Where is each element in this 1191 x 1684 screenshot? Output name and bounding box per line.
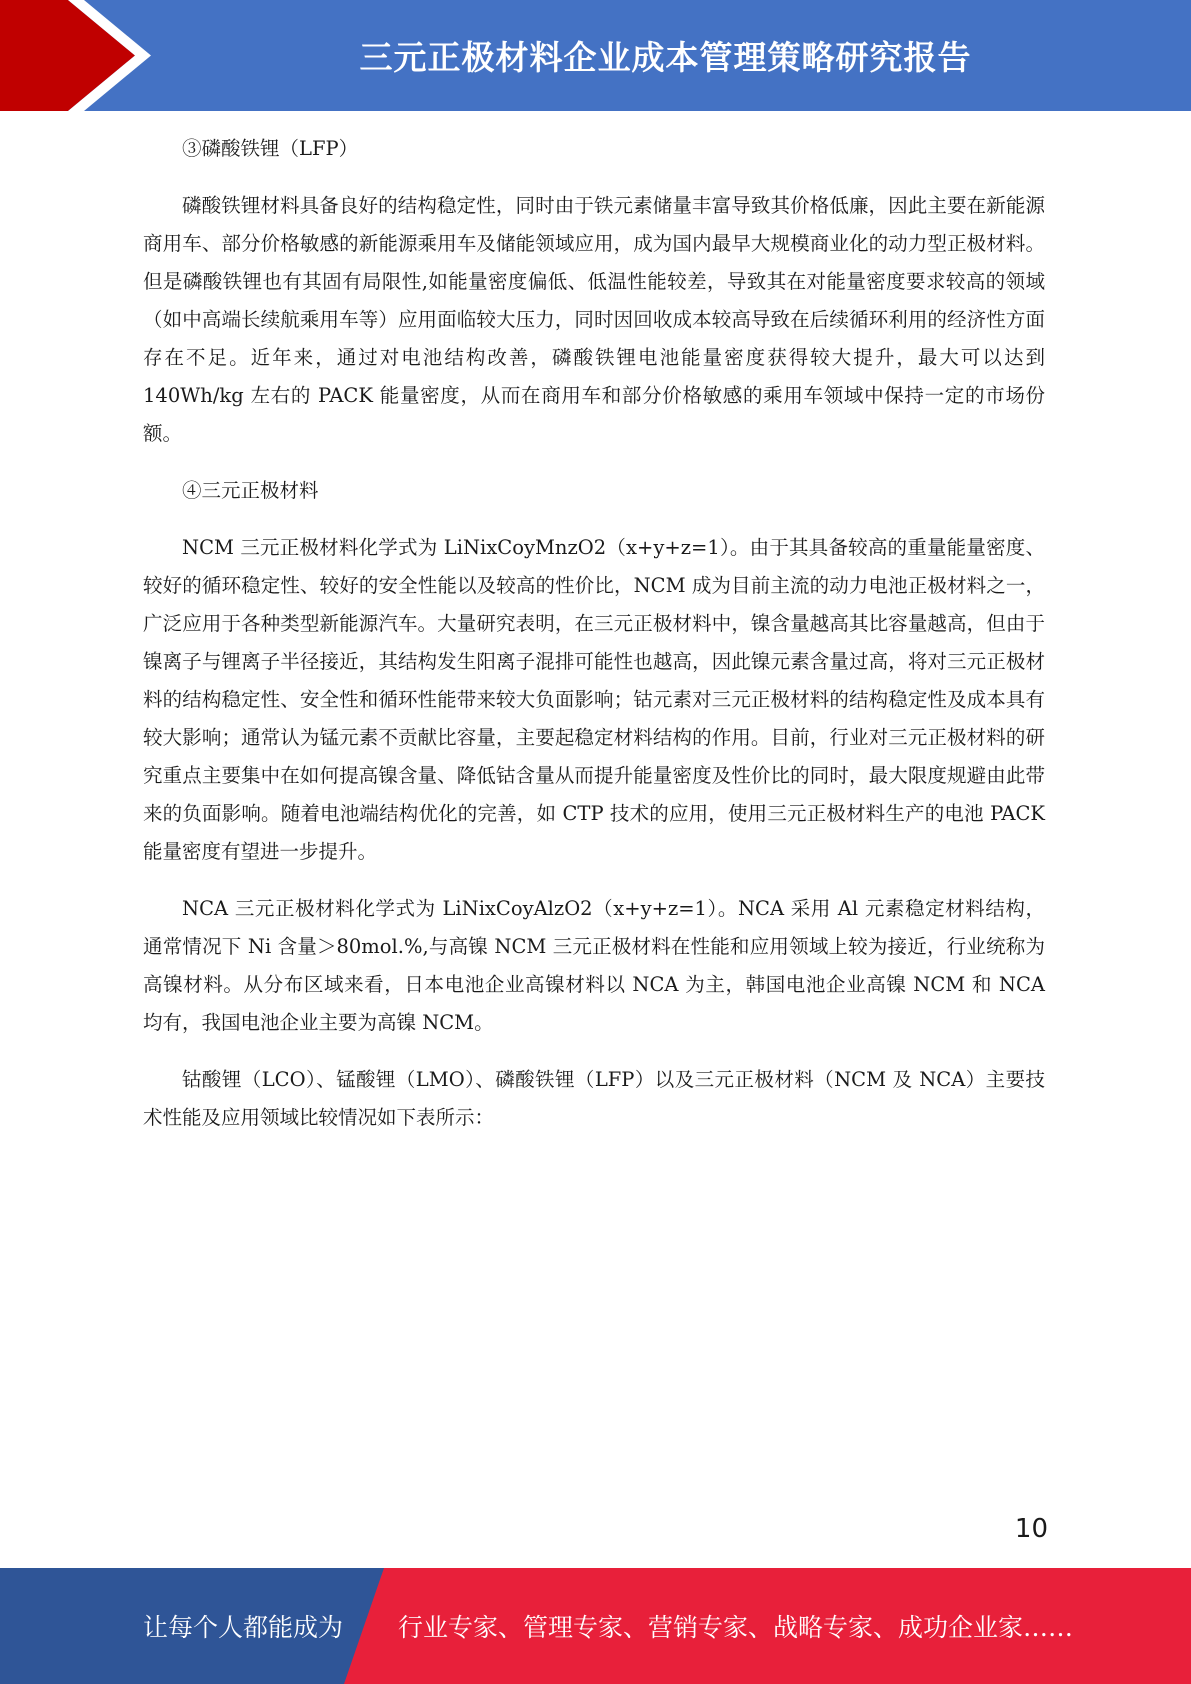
page-number: 10	[1014, 1514, 1048, 1544]
footer-slogan-right: 行业专家、管理专家、营销专家、战略专家、成功企业家……	[398, 1613, 1074, 1642]
section-heading-ternary: ④三元正极材料	[182, 479, 319, 502]
paragraph-comparison: 钴酸锂（LCO）、锰酸锂（LMO）、磷酸铁锂（LFP）以及三元正极材料（NCM 及 NCA）主要技术性能及应用领域比较情况如下表所示：	[143, 1068, 1045, 1129]
paragraph-lfp: 磷酸铁锂材料具备良好的结构稳定性，同时由于铁元素储量丰富导致其价格低廉，因此主要在新能源商用车、部分价格敏感的新能源乘用车及储能领域应用，成为国内最早大规模商业化的动力型正极材料。但是磷酸铁锂也有其固有局限性,如能量密度偏低、低温性能较差，导致其在对能量密度要求较高的领域（如中高端长续航乘用车等）应用面临较大压力，同时因回收成本较高导致在后续循环利用的经济性方面存在不足。近年来，通过对电池结构改善，磷酸铁锂电池能量密度获得较大提升，最大可以达到 140Wh/kg 左右的 PACK 能量密度，从而在商用车和部分价格敏感的乘用车领域中保持一定的市场份额。	[143, 194, 1045, 445]
chevron-logo-icon	[0, 0, 160, 111]
document-body	[143, 130, 1045, 1156]
page-header	[0, 0, 1191, 111]
section-heading-lfp: ③磷酸铁锂（LFP）	[182, 137, 359, 160]
paragraph-ncm: NCM 三元正极材料化学式为 LiNixCoyMnzO2（x+y+z=1）。由于其具备较高的重量能量密度、较好的循环稳定性、较好的安全性能以及较高的性价比，NCM 成为目前主流的动力电池正极材料之一，广泛应用于各种类型新能源汽车。大量研究表明，在三元正极材料中，镍含量越高其比容量越高，但由于镍离子与锂离子半径接近，其结构发生阳离子混排可能性也越高，因此镍元素含量过高，将对三元正极材料的结构稳定性、安全性和循环性能带来较大负面影响；钴元素对三元正极材料的结构稳定性及成本具有较大影响；通常认为锰元素不贡献比容量，主要起稳定材料结构的作用。目前，行业对三元正极材料的研究重点主要集中在如何提高镍含量、降低钴含量从而提升能量密度及性价比的同时，最大限度规避由此带来的负面影响。随着电池端结构优化的完善，如 CTP 技术的应用，使用三元正极材料生产的电池 PACK 能量密度有望进一步提升。	[143, 536, 1045, 863]
paragraph-nca: NCA 三元正极材料化学式为 LiNixCoyAlzO2（x+y+z=1）。NCA 采用 Al 元素稳定材料结构，通常情况下 Ni 含量＞80mol.%,与高镍 NCM 三元正极材料在性能和应用领域上较为接近，行业统称为高镍材料。从分布区域来看，日本电池企业高镍材料以 NCA 为主，韩国电池企业高镍 NCM 和 NCA 均有，我国电池企业主要为高镍 NCM。	[143, 897, 1045, 1034]
footer-slogan-left: 让每个人都能成为	[143, 1613, 344, 1642]
page-footer	[0, 1568, 1191, 1684]
header-title: 三元正极材料企业成本管理策略研究报告	[359, 38, 972, 77]
